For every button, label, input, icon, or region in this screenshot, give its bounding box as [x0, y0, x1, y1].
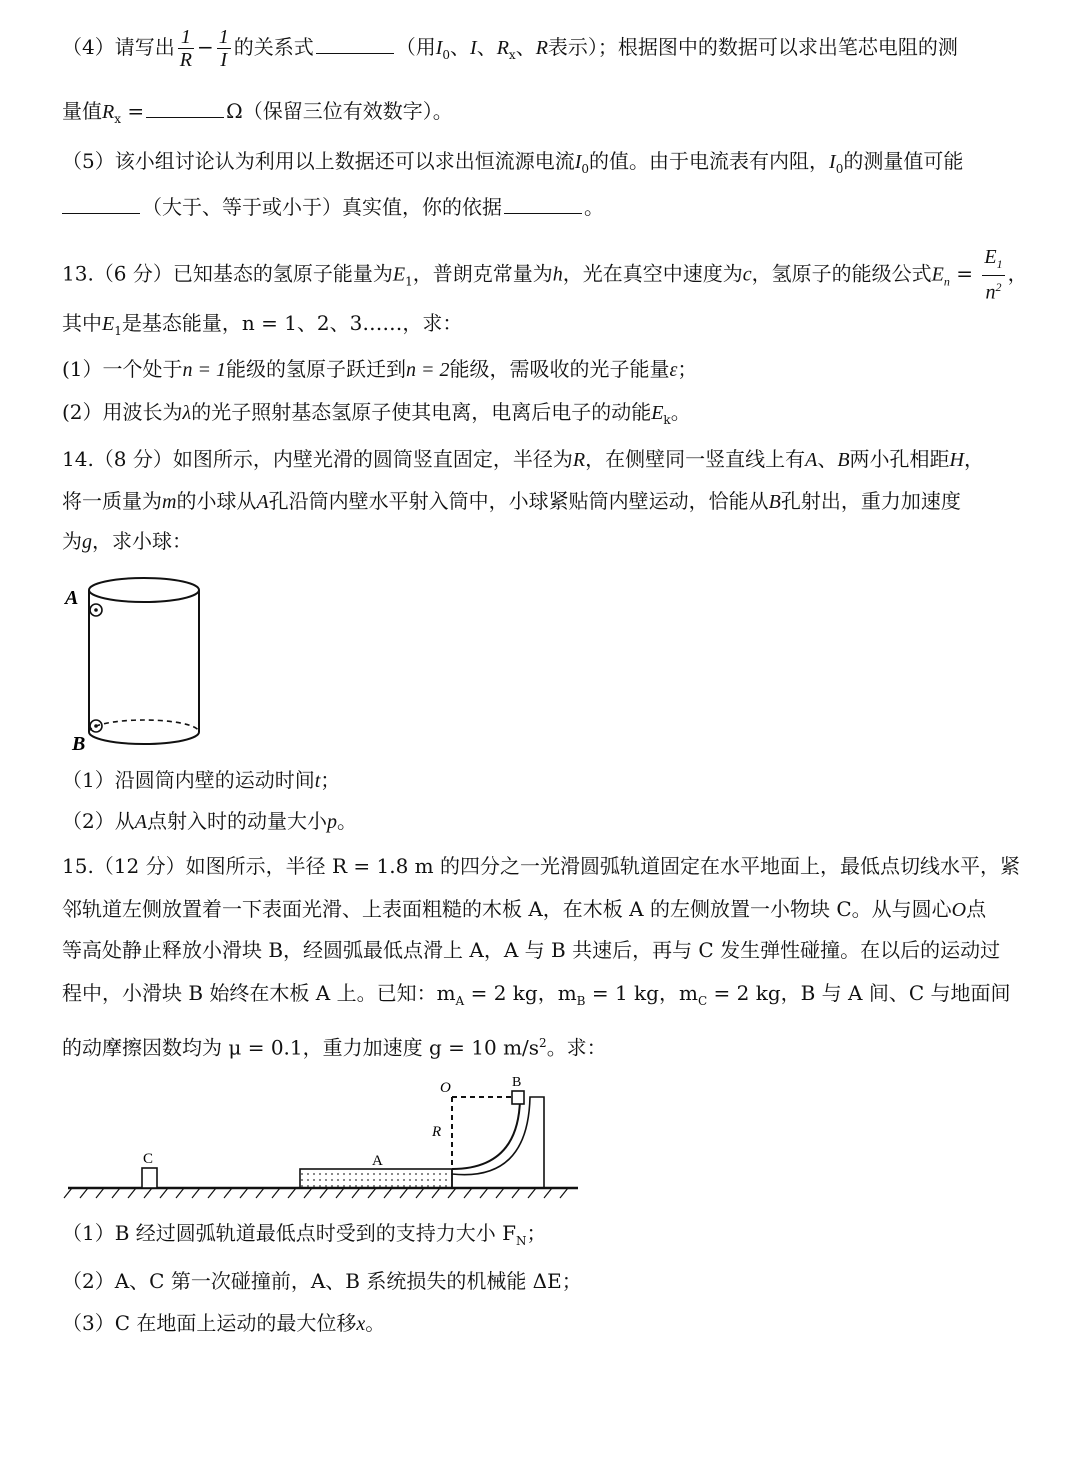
var-A: A — [805, 449, 818, 471]
var-g: g — [82, 531, 92, 553]
var-m: m — [162, 491, 177, 513]
q15-line5: 的动摩擦因数均为 μ = 0.1，重力加速度 g = 10 $m/s^2$。求： — [62, 1035, 607, 1060]
text: ，普朗克常量为 — [412, 261, 553, 286]
text: 。 — [365, 1311, 386, 1335]
block-B — [512, 1091, 524, 1104]
q14-line1 — [62, 444, 984, 475]
fraction-1-over-I — [217, 26, 231, 71]
var-A: A — [256, 491, 269, 513]
label-B: B — [512, 1075, 522, 1090]
text: 孔沿筒内壁水平射入筒中，小球紧贴筒内壁运动，恰能从 — [268, 489, 769, 513]
var-R: R — [535, 37, 548, 59]
q12-part4-line1 — [62, 26, 958, 71]
var-h: h — [552, 263, 563, 286]
text: 两小孔相距 — [849, 447, 950, 471]
subscript: 0 — [442, 48, 451, 62]
ground-hatching — [64, 1188, 568, 1198]
text: 邻轨道左侧放置着一下表面光滑、上表面粗糙的木板 A，在木板 A 的左侧放置一小物块 C。从与圆心 — [62, 897, 952, 921]
q14-line3 — [62, 526, 192, 557]
text: 的小球从 — [176, 489, 257, 513]
text: 其中 — [62, 311, 102, 335]
text: （2）从 — [62, 809, 135, 833]
equals: = — [127, 99, 145, 123]
q13-sub1: (1）一个处于n = 1能级的氢原子跃迁到n = 2能级，需吸收的光子能量ε； — [62, 357, 698, 381]
q15-line1 — [62, 851, 1020, 881]
text: （2）A、C 第一次碰撞前，A、B 系统损失的机械能 ΔE； — [62, 1269, 582, 1293]
answer-blank[interactable] — [316, 33, 394, 54]
answer-blank[interactable] — [62, 193, 140, 214]
text: 的动摩擦因数均为 μ = 0.1，重力加速度 g = 10 m/s — [62, 1035, 540, 1060]
text: 点 — [966, 897, 987, 921]
answer-blank[interactable] — [146, 97, 224, 118]
q13-sub2: (2）用波长为λ的光子照射基态氢原子使其电离，电离后电子的动能$E_k$。 — [62, 400, 691, 427]
q14-sub2 — [62, 806, 357, 837]
q15-line2 — [62, 894, 986, 925]
label-A: A — [65, 587, 79, 609]
fraction-E1-over-n2: $\frac{E_1}{n^2}$ — [984, 246, 1003, 304]
var-E1: E — [102, 313, 115, 335]
var-I0: I — [829, 151, 836, 173]
text: 孔射出，重力加速度 — [780, 489, 961, 513]
subscript: 0 — [835, 162, 844, 176]
q14-line2 — [62, 486, 961, 517]
text: （5）该小组讨论认为利用以上数据还可以求出恒流源电流 — [62, 149, 575, 173]
q15-line3 — [62, 935, 1000, 965]
q13-line1: 13.（6 分）已知基态的氢原子能量为$E_1$，普朗克常量为h，光在真空中速度为c，氢原子的能级公式$E_n$ = $\frac{E_1}{n^2}$ ， — [62, 246, 1028, 304]
q12-part5-line1 — [62, 146, 963, 184]
text: (1）一个处于 — [62, 357, 183, 381]
text: 的光子照射基态氢原子使其电离，电离后电子的动能 — [191, 400, 652, 424]
var-I: I — [470, 37, 477, 59]
text: ，求小球： — [92, 529, 192, 553]
text: 表示）；根据图中的数据可以求出笔芯电阻的测 — [547, 35, 958, 59]
text: ，在侧壁同一竖直线上有 — [585, 447, 806, 471]
expr: n = 1 — [182, 359, 227, 381]
numerator: 1 — [178, 26, 194, 49]
label-B: B — [72, 733, 86, 755]
text: 。 — [670, 400, 691, 424]
subscript: 0 — [581, 162, 590, 176]
text: 。 — [584, 195, 604, 219]
var-c: c — [742, 263, 752, 286]
text: 请写出 — [114, 35, 175, 59]
label-R: R — [432, 1124, 442, 1140]
text: 程中，小滑块 B 始终在木板 A 上。已知：m — [62, 981, 456, 1005]
board-A — [300, 1169, 452, 1188]
text: 、 — [817, 447, 838, 471]
text: 量值 — [62, 99, 102, 123]
denominator: R — [179, 49, 192, 71]
sep: 、 — [515, 35, 536, 59]
var-I0: I — [574, 151, 582, 173]
sep: 、 — [450, 35, 471, 59]
q14-sub1 — [62, 765, 340, 796]
track-figure — [60, 1070, 590, 1205]
text: 。求： — [546, 1035, 607, 1060]
text: 的关系式 — [233, 35, 314, 59]
var-Rx: R — [102, 101, 115, 123]
text: （大于、等于或小于）真实值，你的依据 — [142, 195, 502, 219]
label-O: O — [440, 1080, 451, 1096]
q15-sub2 — [62, 1266, 582, 1296]
label-A: A — [372, 1153, 383, 1169]
var-epsilon: ε — [669, 359, 678, 381]
var-O: O — [951, 899, 967, 921]
q13-line2: 其中$E_1$是基态能量，n = 1、2、3……，求： — [62, 311, 463, 338]
text: (2）用波长为 — [62, 400, 183, 424]
fraction-1-over-R — [178, 26, 194, 71]
text: ， — [964, 447, 984, 471]
q15-line4: 程中，小滑块 B 始终在木板 A 上。已知：$m_A = 2$ kg，$m_B = 1$ kg，$m_C = 2$ kg，B 与 A 间、C 与地面间 — [62, 981, 1011, 1008]
subscript: x — [508, 48, 516, 62]
var-H: H — [949, 449, 964, 471]
q15-sub3 — [62, 1308, 385, 1339]
minus-sign: − — [196, 35, 214, 59]
text: 。 — [336, 809, 357, 833]
text: ，氢原子的能级公式 — [751, 261, 932, 286]
answer-blank[interactable] — [504, 193, 582, 214]
var-En: E — [931, 263, 944, 286]
part-number: （4） — [62, 35, 115, 59]
var-Ek: E — [651, 402, 664, 424]
text: （用 — [395, 35, 436, 59]
var-A: A — [134, 811, 147, 833]
text: 13.（6 分）已知基态的氢原子能量为 — [62, 261, 393, 286]
q12-part4-line2 — [62, 96, 453, 134]
sep: 、 — [476, 35, 497, 59]
numerator: 1 — [218, 26, 229, 48]
var-E1: E — [392, 263, 406, 286]
q15-sub1: （1）B 经过圆弧轨道最低点时受到的支持力大小 $F_N$； — [62, 1221, 547, 1248]
text: = 2 kg，m — [464, 981, 577, 1005]
label-C: C — [143, 1151, 154, 1167]
text: 点射入时的动量大小 — [146, 809, 327, 833]
cylinder-figure — [60, 570, 220, 760]
var-Rx: R — [496, 37, 509, 59]
text: 能级的氢原子跃迁到 — [226, 357, 407, 381]
text: Ω（保留三位有效数字）。 — [226, 99, 453, 123]
text: （1）B 经过圆弧轨道最低点时受到的支持力大小 F — [62, 1221, 517, 1245]
text: 的测量值可能 — [843, 149, 964, 173]
var-R: R — [572, 449, 586, 471]
var-B: B — [837, 449, 850, 471]
text: ； — [526, 1221, 547, 1245]
text: ； — [320, 768, 341, 792]
block-C — [142, 1168, 157, 1188]
var-t: t — [314, 770, 321, 792]
text: 将一质量为 — [62, 489, 162, 513]
var-p: p — [326, 811, 337, 833]
var-lambda: λ — [182, 402, 192, 424]
subscript: x — [114, 112, 121, 126]
expr: n = 2 — [406, 359, 450, 381]
denominator: I — [220, 49, 228, 71]
var-I0: I — [435, 37, 443, 59]
var-x: x — [356, 1313, 366, 1335]
text: 是基态能量， — [121, 311, 242, 335]
text: （3）C 在地面上运动的最大位移 — [62, 1311, 357, 1335]
text: 能级，需吸收的光子能量 — [449, 357, 670, 381]
text: n = 1、2、3……，求： — [241, 311, 463, 335]
text: 为 — [62, 529, 82, 553]
text: （1）沿圆筒内壁的运动时间 — [62, 768, 315, 792]
text: = 1 kg，m — [585, 981, 698, 1005]
q12-part5-line2 — [62, 192, 604, 222]
text: 的值。由于电流表有内阻， — [589, 149, 830, 173]
var-B: B — [768, 491, 781, 513]
text: 等高处静止释放小滑块 B，经圆弧最低点滑上 A，A 与 B 共速后，再与 C 发生弹性碰撞。在以后的运动过 — [62, 938, 1001, 962]
text: 14.（8 分）如图所示，内壁光滑的圆筒竖直固定，半径为 — [62, 447, 573, 471]
text: = 2 kg，B 与 A 间、C 与地面间 — [707, 981, 1011, 1005]
text: ， — [1007, 261, 1028, 286]
text: 15.（12 分）如图所示，半径 R = 1.8 m 的四分之一光滑圆弧轨道固定在水平地面上，最低点切线水平，紧 — [62, 854, 1020, 878]
text: ，光在真空中速度为 — [562, 261, 743, 286]
